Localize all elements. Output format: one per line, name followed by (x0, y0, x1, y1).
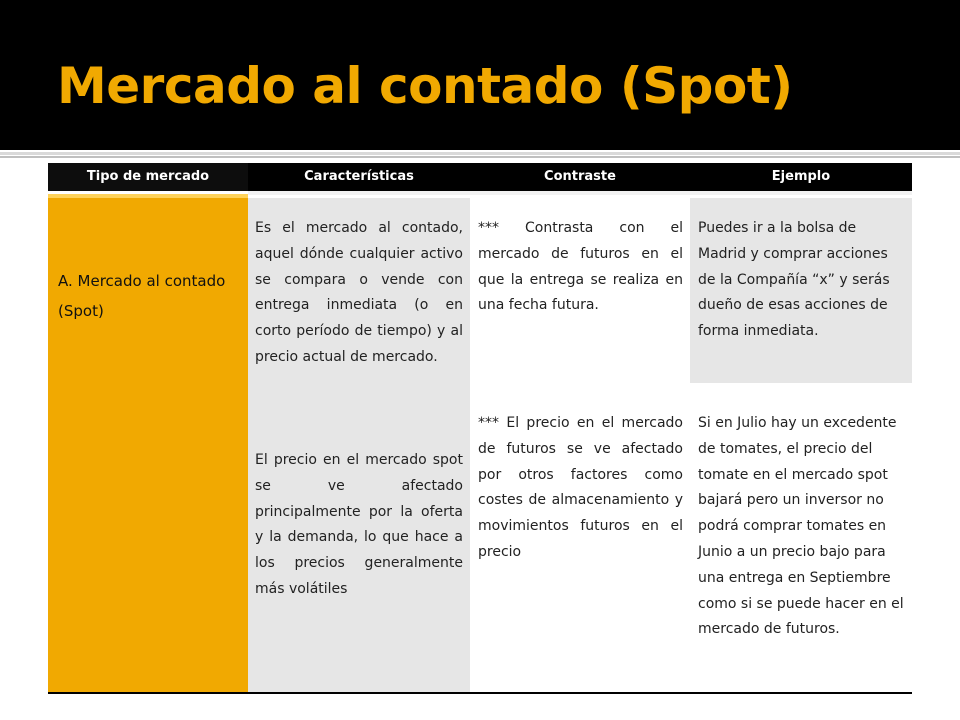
market-type-label: A. Mercado al contado (Spot) (58, 272, 226, 320)
header-caracteristicas: Características (248, 163, 470, 191)
example-text: Si en Julio hay un excedente de tomates, el precio del tomate en el mercado spot bajará pero un inversor no podrá comprar tomates en Junio a un precio bajo para una entrega en Septiembre como si se puede hacer en el mercado de futuros. (698, 415, 904, 638)
header-tipo-de-mercado: Tipo de mercado (48, 163, 248, 191)
cell-contrast-2 (470, 383, 690, 692)
contrast-text: *** Contrasta con el mercado de futuros en el que la entrega se realiza en una fecha futura. (478, 220, 683, 314)
cell-characteristics (248, 198, 470, 692)
characteristics-paragraph: Es el mercado al contado, aquel dónde cualquier activo se compara o vende con entrega inmediata (o en corto período de tiempo) y al precio actual de mercado. (255, 220, 463, 365)
title-separator (0, 152, 960, 155)
cell-example-2 (690, 383, 912, 692)
column-divider (689, 198, 690, 383)
cell-contrast-1 (470, 198, 690, 383)
characteristics-paragraph: El precio en el mercado spot se ve afectado principalmente por la oferta y la demanda, lo que hace a los precios generalmente más volátiles (255, 452, 463, 597)
market-table (48, 163, 912, 694)
header-ejemplo: Ejemplo (690, 163, 912, 191)
cell-market-type (48, 198, 248, 692)
example-text: Puedes ir a la bolsa de Madrid y comprar acciones de la Compañía “x” y serás dueño de esas acciones de forma inmediata. (698, 220, 890, 340)
cell-example-1 (690, 198, 912, 383)
contrast-text: *** El precio en el mercado de futuros se ve afectado por otros factores como costes de almacenamiento y movimientos futuros en el precio (478, 415, 683, 560)
title-bar (0, 0, 960, 150)
header-shadow (248, 191, 912, 195)
slide-title: Mercado al contado (Spot) (57, 57, 793, 115)
title-separator-secondary (0, 156, 960, 158)
header-contraste: Contraste (470, 163, 690, 191)
table-bottom-rule (48, 692, 912, 694)
